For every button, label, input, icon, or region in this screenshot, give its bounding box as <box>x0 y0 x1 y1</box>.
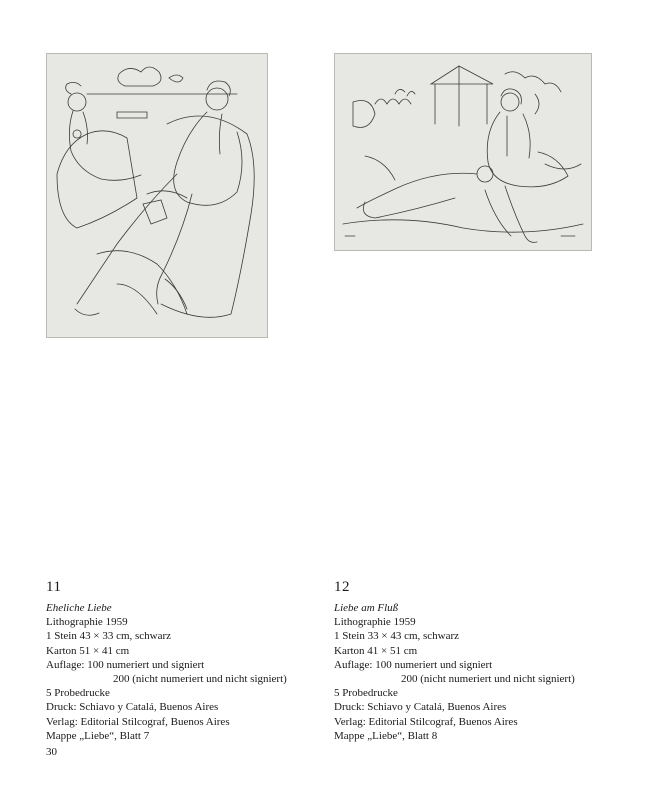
catalogue-entry-12 <box>334 578 575 743</box>
entry-proofs: 5 Probedrucke <box>46 687 110 700</box>
entry-number: 12 <box>334 579 350 595</box>
entry-number: 11 <box>46 579 62 595</box>
entry-sheet: Karton 51 × 41 cm <box>46 644 130 657</box>
entry-edition-unnumbered: 200 (nicht numeriert und nicht signiert) <box>113 673 287 686</box>
entry-edition: Auflage: 100 numeriert und signiert <box>334 658 493 671</box>
entry-printer: Druck: Schiavo y Catalá, Buenos Aires <box>46 701 219 714</box>
entry-title: Eheliche Liebe <box>46 602 112 614</box>
entry-publisher: Verlag: Editorial Stilcograf, Buenos Aires <box>46 715 230 728</box>
entry-technique: Lithographie 1959 <box>334 616 416 629</box>
lithograph-liebe-am-fluss <box>334 53 592 251</box>
entry-technique: Lithographie 1959 <box>46 616 128 629</box>
entry-printer: Druck: Schiavo y Catalá, Buenos Aires <box>334 701 507 714</box>
entry-sheet: Karton 41 × 51 cm <box>334 644 418 657</box>
page-number: 30 <box>46 746 57 758</box>
lithograph-eheliche-liebe <box>46 53 268 338</box>
entry-stone: 1 Stein 33 × 43 cm, schwarz <box>334 630 460 643</box>
entry-edition: Auflage: 100 numeriert und signiert <box>46 658 205 671</box>
entry-stone: 1 Stein 43 × 33 cm, schwarz <box>46 630 172 643</box>
entry-title: Liebe am Fluß <box>334 602 399 614</box>
catalogue-entry-11 <box>46 578 287 743</box>
entry-publisher: Verlag: Editorial Stilcograf, Buenos Aires <box>334 715 518 728</box>
entry-portfolio: Mappe „Liebe“, Blatt 7 <box>46 729 150 742</box>
entry-edition-unnumbered: 200 (nicht numeriert und nicht signiert) <box>401 673 575 686</box>
entry-portfolio: Mappe „Liebe“, Blatt 8 <box>334 729 438 742</box>
entry-proofs: 5 Probedrucke <box>334 687 398 700</box>
